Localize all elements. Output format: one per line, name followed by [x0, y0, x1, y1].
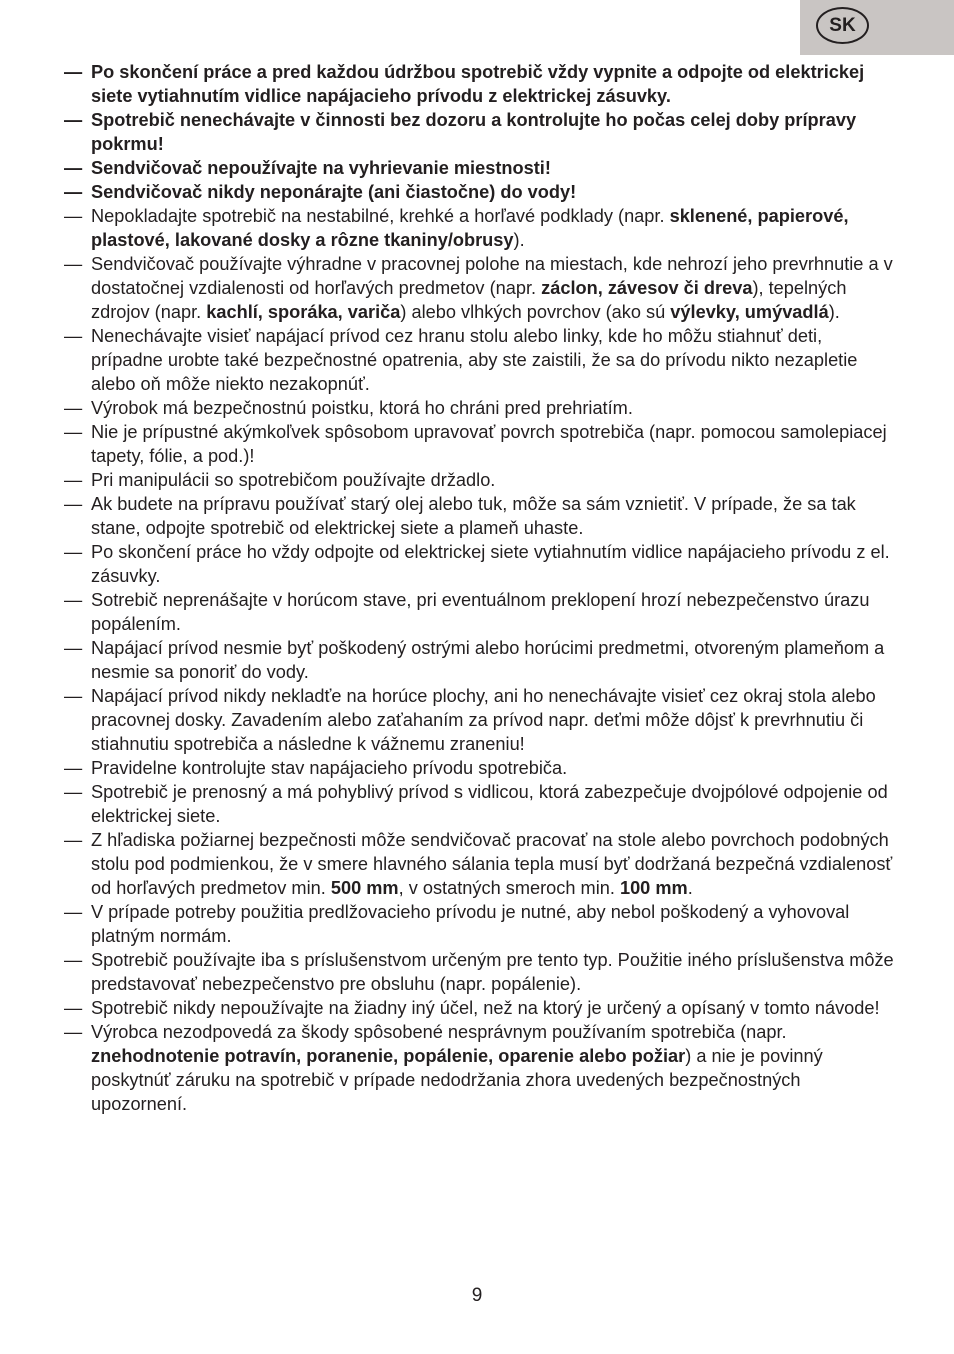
- list-item: [64, 636, 894, 684]
- list-item: [64, 324, 894, 396]
- emphasis-text: kachlí, sporáka, variča: [206, 302, 401, 322]
- item-text: Z hľadiska požiarnej bezpečnosti môže sendvičovač pracovať na stole alebo povrchoch podobných stolu pod podmienkou, že v smere hlavného sálania tepla musí byť dodržaná bezpečná vzdialenosť od horľavých predmetov min.: [91, 830, 893, 898]
- safety-instructions: [64, 60, 894, 1116]
- item-text: Spotrebič používajte iba s príslušenstvom určeným pre tento typ. Použitie iného príslušenstva môže predstavovať nebezpečenstvo pre obsluhu (napr. popálenie).: [91, 950, 894, 994]
- item-text: Výrobok má bezpečnostnú poistku, ktorá ho chráni pred prehriatím.: [91, 398, 633, 418]
- item-text: Spotrebič je prenosný a má pohyblivý prívod s vidlicou, ktorá zabezpečuje dvojpólové odpojenie od elektrickej siete.: [91, 782, 888, 826]
- list-item: [64, 252, 894, 324]
- list-item: [64, 900, 894, 948]
- item-text: ) a nie je povinný poskytnúť záruku na spotrebič v prípade nedodržania zhora uvedených bezpečnostných upozornení.: [91, 1046, 823, 1114]
- list-item: [64, 420, 894, 468]
- language-tab: [800, 0, 954, 55]
- item-text: Napájací prívod nikdy nekladťe na horúce plochy, ani ho nenechávajte visieť cez okraj stola alebo pracovnej dosky. Zavadením alebo zaťahaním za prívod napr. deťmi môže dôjsť k prevrhnutiu či stiahnutiu spotrebiča a následne k vážnemu zraneniu!: [91, 686, 876, 754]
- item-text: ), tepelných zdrojov (napr.: [91, 278, 847, 322]
- item-text: .: [687, 878, 693, 898]
- item-text: Pri manipulácii so spotrebičom používajte držadlo.: [91, 470, 496, 490]
- emphasis-text: znehodnotenie potravín, poranenie, popálenie, oparenie alebo požiar: [91, 1046, 686, 1066]
- item-text: Nenechávajte visieť napájací prívod cez hranu stolu alebo linky, kde ho môžu stiahnuť deti, prípadne urobte také bezpečnostné opatrenia, aby ste zaistili, že sa do prívodu nikto nezapletie alebo oň môže niekto nezakopnúť.: [91, 326, 858, 394]
- list-item: [64, 108, 894, 156]
- safety-list: [64, 60, 894, 1116]
- item-text: Nie je prípustné akýmkoľvek spôsobom upravovať povrch spotrebiča (napr. pomocou samolepiacej tapety, fólie, a pod.)!: [91, 422, 887, 466]
- item-text: Po skončení práce a pred každou údržbou spotrebič vždy vypnite a odpojte od elektrickej siete vytiahnutím vidlice napájacieho prívodu z elektrickej zásuvky.: [91, 62, 865, 106]
- list-item: [64, 756, 894, 780]
- list-item: [64, 684, 894, 756]
- list-item: [64, 996, 894, 1020]
- item-text: Po skončení práce ho vždy odpojte od elektrickej siete vytiahnutím vidlice napájacieho prívodu z el. zásuvky.: [91, 542, 890, 586]
- list-item: [64, 492, 894, 540]
- item-text: Spotrebič nenechávajte v činnosti bez dozoru a kontrolujte ho počas celej doby prípravy pokrmu!: [91, 110, 857, 154]
- item-text: Spotrebič nikdy nepoužívajte na žiadny iný účel, než na ktorý je určený a opísaný v tomto návode!: [91, 998, 880, 1018]
- list-item: [64, 396, 894, 420]
- item-text: V prípade potreby použitia predlžovacieho prívodu je nutné, aby nebol poškodený a vyhovoval platným normám.: [91, 902, 850, 946]
- list-item: [64, 180, 894, 204]
- item-text: Ak budete na prípravu používať starý olej alebo tuk, môže sa sám vznietiť. V prípade, že sa tak stane, odpojte spotrebič od elektrickej siete a plameň uhaste.: [91, 494, 856, 538]
- item-text: Sotrebič neprenášajte v horúcom stave, pri eventuálnom preklopení hrozí nebezpečenstvo úrazu popálením.: [91, 590, 870, 634]
- item-text: Výrobca nezodpovedá za škody spôsobené nesprávnym používaním spotrebiča (napr.: [91, 1022, 787, 1042]
- item-text: ) alebo vlhkých povrchov (ako sú: [400, 302, 671, 322]
- emphasis-text: 500 mm: [330, 878, 399, 898]
- list-item: [64, 468, 894, 492]
- list-item: [64, 828, 894, 900]
- list-item: [64, 540, 894, 588]
- item-text: , v ostatných smeroch min.: [398, 878, 620, 898]
- item-text: Pravidelne kontrolujte stav napájacieho prívodu spotrebiča.: [91, 758, 568, 778]
- list-item: [64, 780, 894, 828]
- list-item: [64, 204, 894, 252]
- emphasis-text: 100 mm: [619, 878, 688, 898]
- list-item: [64, 60, 894, 108]
- language-badge: SK: [816, 7, 869, 44]
- list-item: [64, 156, 894, 180]
- page-number: 9: [471, 1285, 483, 1306]
- item-text: Sendvičovač nepoužívajte na vyhrievanie miestnosti!: [91, 158, 551, 178]
- emphasis-text: sklenené, papierové, plastové, lakované dosky a rôzne tkaniny/obrusy: [91, 206, 849, 250]
- list-item: [64, 948, 894, 996]
- item-text: ).: [513, 230, 525, 250]
- item-text: Sendvičovač používajte výhradne v pracovnej polohe na miestach, kde nehrozí jeho prevrhnutie a v dostatočnej vzdialenosti od horľavých predmetov (napr.: [91, 254, 893, 298]
- emphasis-text: výlevky, umývadlá: [670, 302, 829, 322]
- emphasis-text: záclon, závesov či dreva: [541, 278, 753, 298]
- list-item: [64, 1020, 894, 1116]
- item-text: ).: [828, 302, 840, 322]
- item-text: Sendvičovač nikdy neponárajte (ani čiastočne) do vody!: [91, 182, 577, 202]
- item-text: Nepokladajte spotrebič na nestabilné, krehké a horľavé podklady (napr.: [91, 206, 670, 226]
- list-item: [64, 588, 894, 636]
- item-text: Napájací prívod nesmie byť poškodený ostrými alebo horúcimi predmetmi, otvoreným plameňom a nesmie sa ponoriť do vody.: [91, 638, 885, 682]
